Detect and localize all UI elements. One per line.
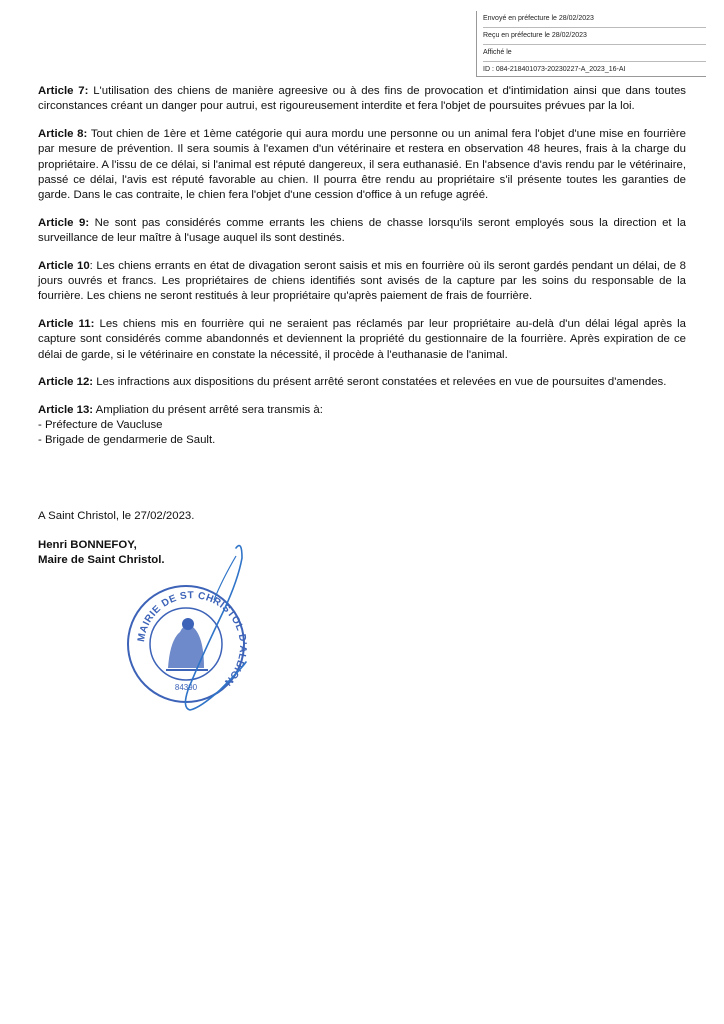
article-label: Article 9: [38, 216, 90, 229]
signatory-title: Maire de Saint Christol. [38, 554, 165, 566]
article-label: Article 12: [38, 376, 94, 389]
article-label: Article 11: [38, 317, 95, 330]
article-text: Les chiens mis en fourrière qui ne seraient pas réclamés par leur propriétaire au-delà d'un délai légal après la capture sont considérés comme abandonnés et deviennent la propriété du gestionnaire de la fourrière. Après expiration de ce délai de garde, si le vétérinaire en constate la nécessité, il procède à l'euthanasie de l'animal. [38, 317, 686, 361]
stamp-received: Reçu en préfecture le 28/02/2023 [483, 28, 706, 45]
article-text: L'utilisation des chiens de manière agreesive ou à des fins de provocation et d'intimidation ainsi que dans toutes circonstances créant un danger pour autrui, est rigoureusement interdite et fera l'objet de poursuites prévues par la loi. [38, 85, 687, 113]
seal-text: MAIRIE DE ST CHRISTOL D'ALBION [136, 590, 249, 688]
article-label: Article 10 [38, 259, 90, 272]
stamp-posted: Affiché le [483, 45, 706, 62]
stamp-sent: Envoyé en préfecture le 28/02/2023 [483, 11, 706, 28]
document-body [38, 84, 686, 461]
article-text: Ampliation du présent arrêté sera transmis à: [93, 403, 323, 416]
article-12 [38, 375, 686, 390]
place-and-date: A Saint Christol, le 27/02/2023. [38, 510, 195, 522]
article-7 [38, 84, 686, 115]
article-text: Les infractions aux dispositions du présent arrêté seront constatées et relevées en vue de poursuites d'amendes. [93, 376, 667, 389]
seal-icon [128, 586, 248, 702]
article-13 [38, 403, 686, 449]
prefecture-stamp [476, 11, 706, 77]
signatory-name: Henri BONNEFOY, [38, 539, 137, 551]
mayor-seal-and-signature [96, 540, 306, 740]
article-text: Ne sont pas considérés comme errants les chiens de chasse lorsqu'ils seront employés sous la direction et la surveillance de leur maître à l'usage auquel ils sont destinés. [38, 216, 686, 245]
article-label: Article 7: [38, 85, 89, 97]
article-label: Article 8: [38, 127, 88, 140]
article-9 [38, 216, 686, 247]
article-11 [38, 317, 686, 363]
article-10 [38, 259, 686, 305]
recipient-item: - Brigade de gendarmerie de Sault. [38, 434, 216, 447]
article-text: : Les chiens errants en état de divagation seront saisis et mis en fourrière où ils seront gardés pendant un délai, de 8 jours ouvrés et francs. Les propriétaires de chiens identifiés sont avisés de la capture par les soins du responsable de la fourrière. Les chiens ne seront restitués à leur propriétaire qu'après paiement de frais de fourrière. [38, 259, 686, 303]
article-label: Article 13: [38, 403, 94, 416]
seal-postcode: 84390 [174, 683, 198, 692]
stamp-id: ID : 084-218401073-20230227-A_2023_16-AI [483, 66, 626, 73]
article-8 [38, 127, 686, 204]
article-text: Tout chien de 1ère et 1ème catégorie qui aura mordu une personne ou un animal fera l'objet d'une mise en fourrière par mesure de prévention. Il sera soumis à l'examen d'un vétérinaire et restera en observation 48 heures, frais à la charge du propriétaire. A l'issu de ce délai, si l'animal est réputé dangereux, il sera euthanasié. En l'absence d'avis rendu par le vétérinaire, passé ce délai, l'avis est réputé favorable au chien. Il pourra être rendu au propriétaire s'il présente toutes les garanties de garde. Dans le cas contraite, le chien fera l'objet d'une cession d'office à un refuge agréé. [38, 127, 686, 202]
recipient-item: - Préfecture de Vaucluse [38, 418, 163, 431]
